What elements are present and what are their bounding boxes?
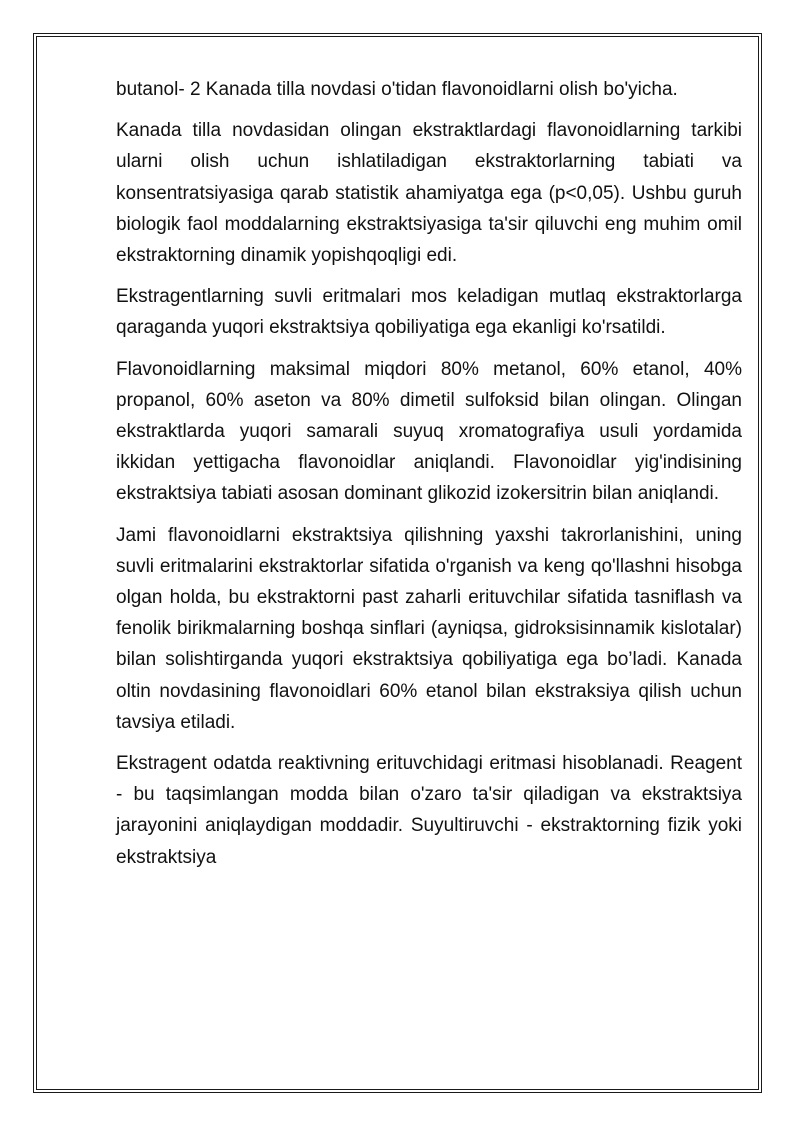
- document-body: [116, 74, 742, 873]
- paragraph-3: Ekstragentlarning suvli eritmalari mos keladigan mutlaq ekstraktorlarga qaraganda yuqori ekstraktsiya qobiliyatiga ega ekanligi ko'rsatildi.: [116, 286, 742, 339]
- paragraph-4: Flavonoidlarning maksimal miqdori 80% metanol, 60% etanol, 40% propanol, 60% aseton va 80% dimetil sulfoksid bilan olingan. Olingan ekstraktlarda yuqori samarali suyuq xromatografiya usuli yordamida ikkidan yettigacha flavonoidlar aniqlandi. Flavonoidlar yig'indisining ekstraktsiya tabiati asosan dominant glikozid izokersitrin bilan aniqlandi.: [116, 358, 742, 505]
- paragraph-1: butanol- 2 Kanada tilla novdasi o'tidan flavonoidlarni olish bo'yicha.: [116, 79, 678, 100]
- paragraph-6: Ekstragent odatda reaktivning erituvchidagi eritmasi hisoblanadi. Reagent - bu taqsimlangan modda bilan o'zaro ta'sir qiladigan va ekstraktsiya jarayonini aniqlaydigan moddadir. Suyultiruvchi - ekstraktorning fizik yoki ekstraktsiya: [116, 753, 742, 868]
- paragraph-5: Jami flavonoidlarni ekstraktsiya qilishning yaxshi takrorlanishini, uning suvli eritmalarini ekstraktorlar sifatida o'rganish va keng qo'llashni hisobga olgan holda, bu ekstraktorni past zaharli erituvchilar sifatida tasniflash va fenolik birikmalarning boshqa sinflari (ayniqsa, gidroksisinnamik kislotalar) bilan solishtirganda yuqori ekstraktsiya qobiliyatiga ega bo’ladi. Kanada oltin novdasining flavonoidlari 60% etanol bilan ekstraksiya qilish uchun tavsiya etiladi.: [116, 524, 742, 733]
- paragraph-2: Kanada tilla novdasidan olingan ekstraktlardagi flavonoidlarning tarkibi ularni olish uchun ishlatiladigan ekstraktorlarning tabiati va konsentratsiyasiga qarab statistik ahamiyatga ega (p<0,05). Ushbu guruh biologik faol moddalarning ekstraktsiyasiga ta'sir qiluvchi eng muhim omil ekstraktorning dinamik yopishqoqligi edi.: [116, 120, 742, 267]
